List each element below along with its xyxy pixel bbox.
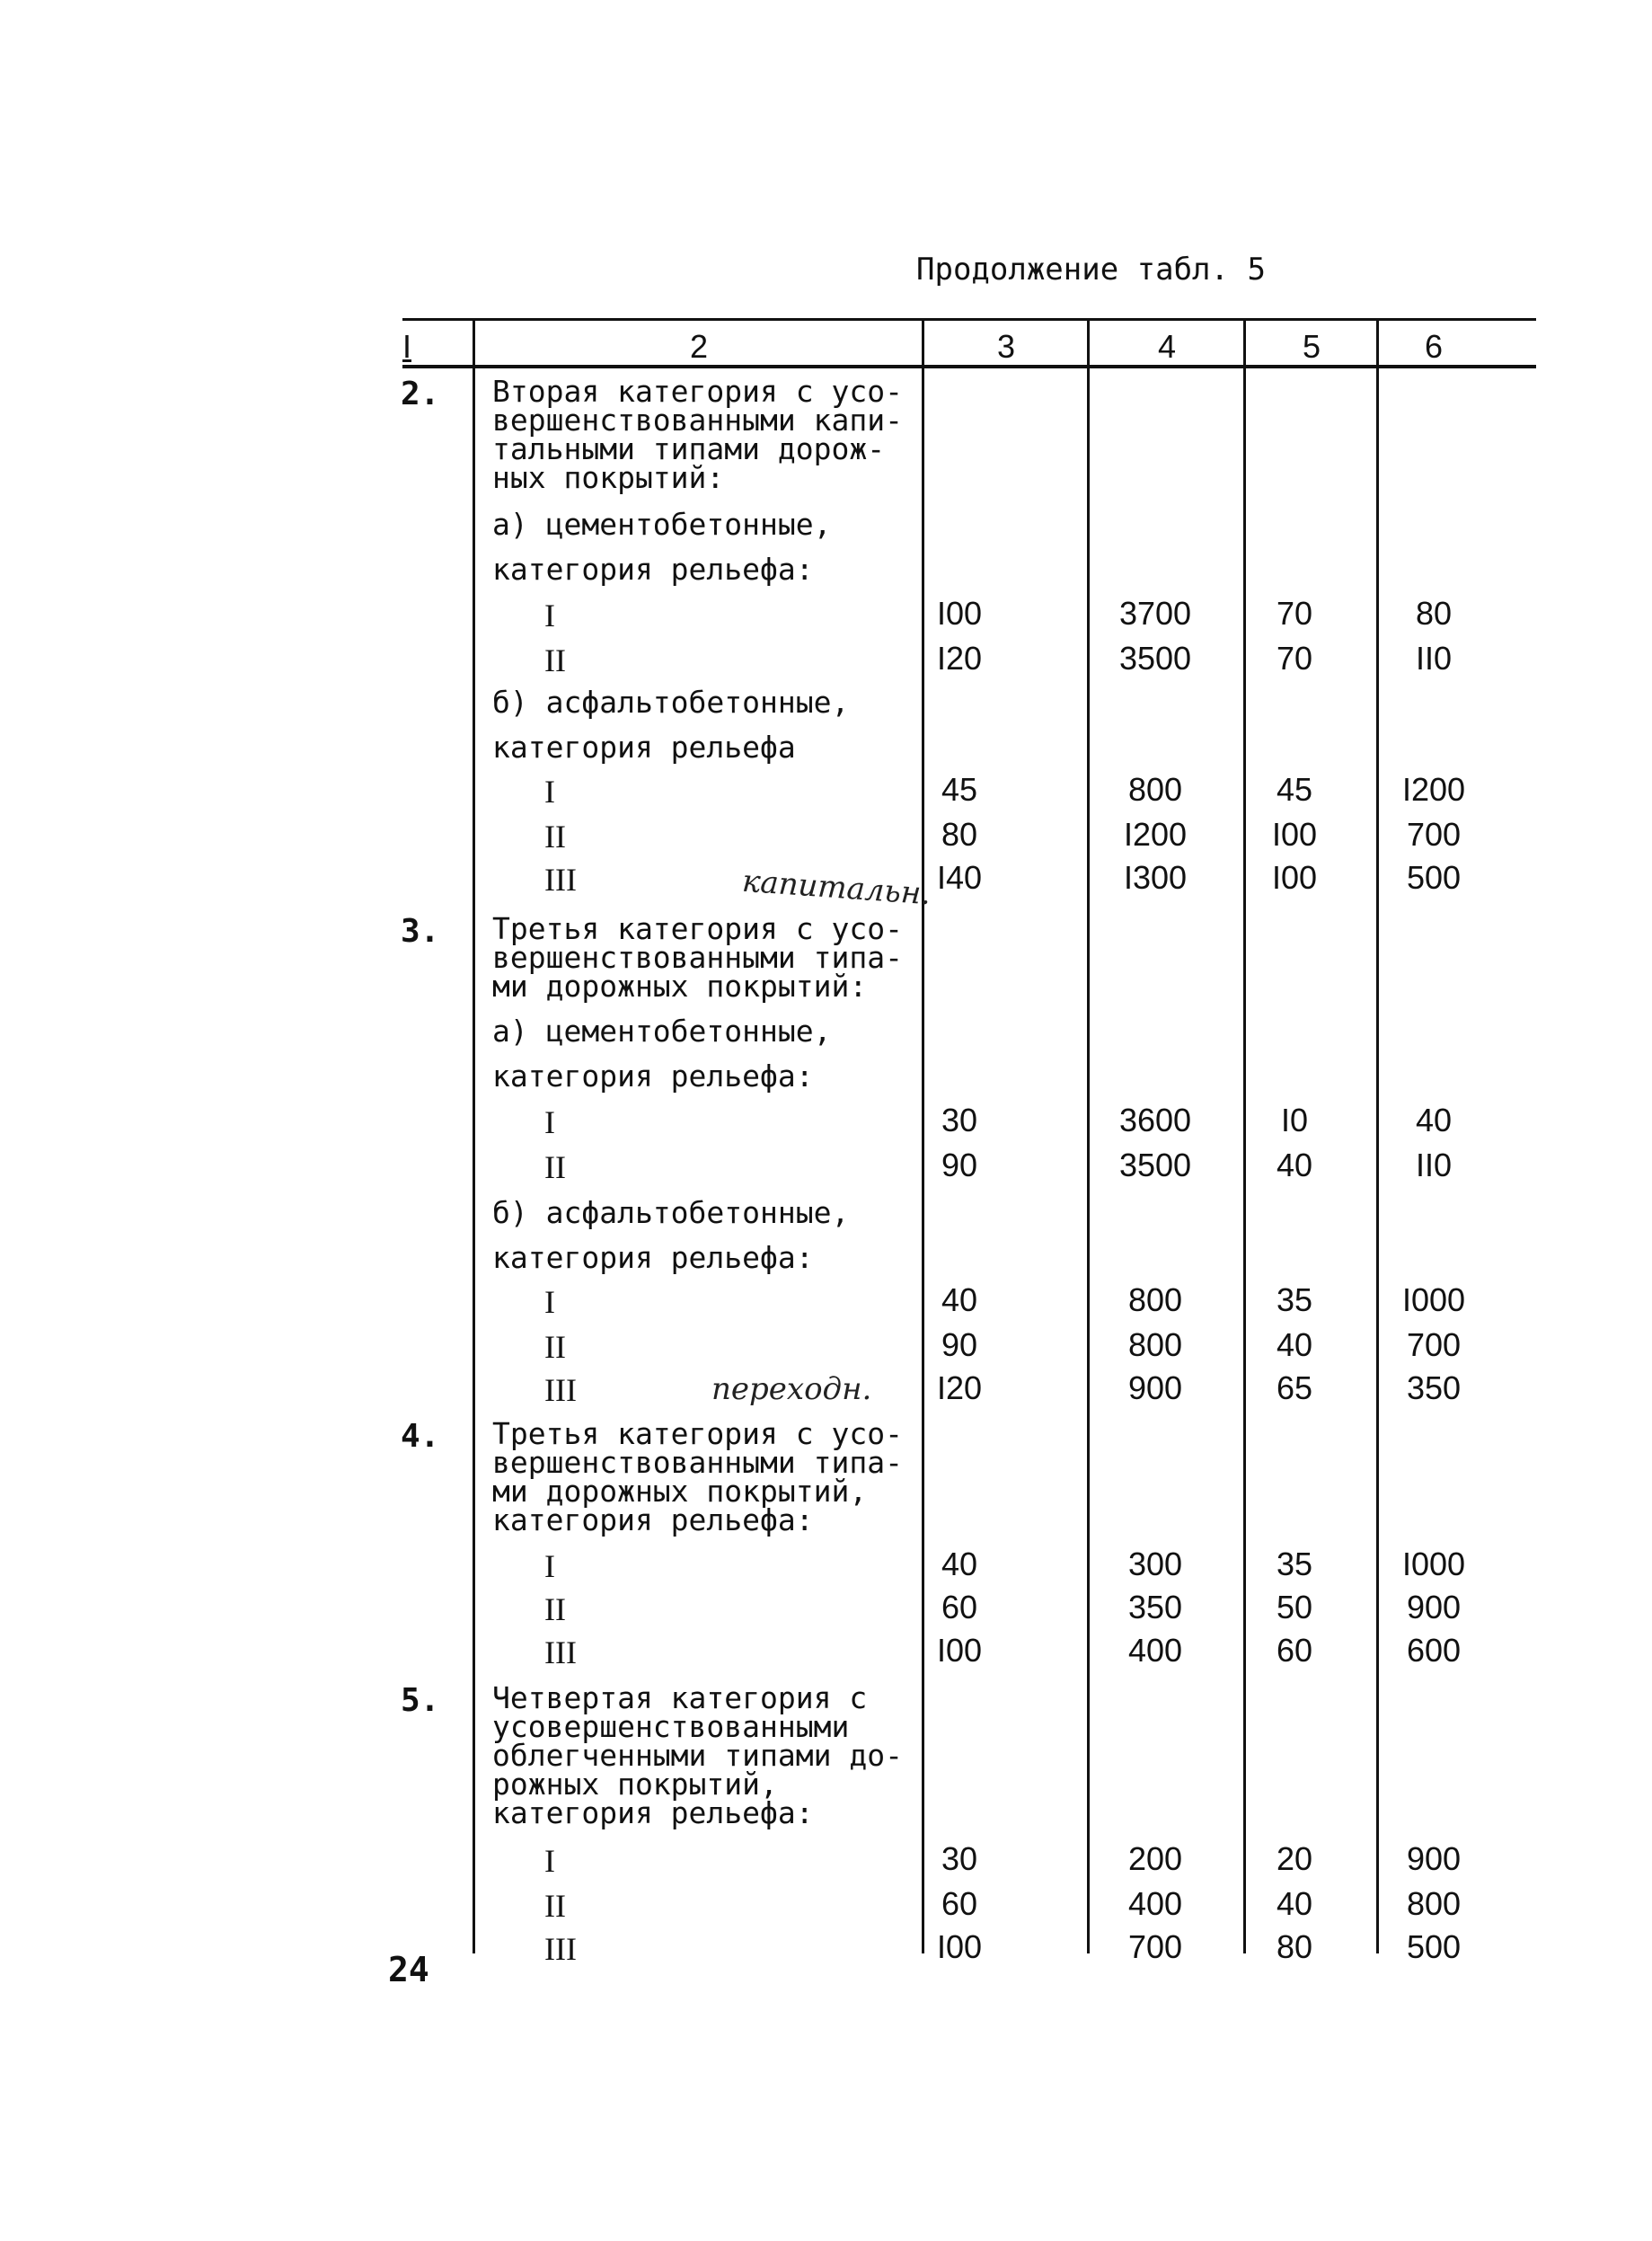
cell-col5: I00	[1271, 859, 1318, 896]
cell-col3: 45	[941, 771, 978, 808]
cell-col6: II0	[1415, 1147, 1453, 1183]
cell-col4: 3600	[1118, 1102, 1192, 1138]
col-rule-5	[1376, 320, 1379, 1953]
cell-col3: 90	[941, 1147, 978, 1183]
cell-col3: 80	[941, 816, 978, 853]
relief-category: III	[544, 1372, 577, 1408]
table-caption: Продолжение табл. 5	[916, 252, 1266, 288]
cell-col4: 300	[1127, 1546, 1183, 1582]
cell-col3: 60	[941, 1589, 978, 1625]
cell-col3: I00	[936, 595, 983, 632]
cell-col5: 35	[1276, 1281, 1313, 1318]
relief-category: II	[544, 819, 566, 855]
subsection-label: а) цементобетонные,	[492, 507, 832, 542]
cell-col6: 500	[1406, 1928, 1462, 1965]
cell-col6: I000	[1401, 1546, 1466, 1582]
col-rule-1	[473, 320, 475, 1953]
relief-category: II	[544, 1591, 566, 1627]
cell-col5: 40	[1276, 1885, 1313, 1922]
relief-category: I	[544, 1284, 555, 1320]
cell-col6: 600	[1406, 1632, 1462, 1669]
cell-col6: 700	[1406, 1326, 1462, 1363]
cell-col5: 40	[1276, 1147, 1313, 1183]
section-title-line: категория рельефа:	[492, 1795, 814, 1830]
cell-col4: 900	[1127, 1369, 1183, 1406]
relief-category: II	[544, 1329, 566, 1365]
section-title-line: рожных покрытий,	[492, 1767, 778, 1802]
cell-col5: 65	[1276, 1369, 1313, 1406]
cell-col3: 90	[941, 1326, 978, 1363]
cell-col3: I00	[936, 1928, 983, 1965]
cell-col6: 500	[1406, 859, 1462, 896]
cell-col4: 350	[1127, 1589, 1183, 1625]
section-title-line: вершенствованными типа-	[492, 1445, 903, 1480]
section-title-line: ми дорожных покрытий:	[492, 969, 868, 1004]
page-number: 24	[388, 1950, 429, 1989]
section-number: 3.	[401, 913, 440, 950]
cell-col4: 700	[1127, 1928, 1183, 1965]
cell-col5: 40	[1276, 1326, 1313, 1363]
relief-category: III	[544, 862, 577, 898]
cell-col4: 3500	[1118, 640, 1192, 677]
col-rule-4	[1243, 320, 1246, 1953]
section-title-line: Четвертая категория с	[492, 1680, 868, 1715]
cell-col5: 70	[1276, 595, 1313, 632]
relief-category: III	[544, 1931, 577, 1967]
cell-col5: 45	[1276, 771, 1313, 808]
cell-col6: II0	[1415, 640, 1453, 677]
cell-col5: I0	[1280, 1102, 1309, 1138]
relief-category: III	[544, 1634, 577, 1670]
relief-label: категория рельефа:	[492, 1240, 814, 1275]
col-rule-3	[1087, 320, 1090, 1953]
header-col-6: 6	[1424, 328, 1444, 365]
section-title-line: ных покрытий:	[492, 460, 725, 495]
cell-col5: 20	[1276, 1840, 1313, 1877]
cell-col5: 60	[1276, 1632, 1313, 1669]
cell-col3: 30	[941, 1102, 978, 1138]
cell-col4: 3700	[1118, 595, 1192, 632]
cell-col5: I00	[1271, 816, 1318, 853]
cell-col5: 70	[1276, 640, 1313, 677]
relief-category: I	[544, 1843, 555, 1879]
cell-col3: 60	[941, 1885, 978, 1922]
section-title-line: Вторая категория с усо-	[492, 374, 903, 409]
section-number: 5.	[401, 1682, 440, 1719]
cell-col6: 80	[1415, 595, 1453, 632]
relief-label: категория рельефа:	[492, 1058, 814, 1094]
cell-col3: I40	[936, 859, 983, 896]
section-title-line: Третья категория с усо-	[492, 911, 903, 946]
relief-category: II	[544, 1149, 566, 1185]
cell-col4: I300	[1123, 859, 1188, 896]
relief-category: I	[544, 1548, 555, 1584]
cell-col6: 800	[1406, 1885, 1462, 1922]
cell-col6: 700	[1406, 816, 1462, 853]
header-col-2: 2	[689, 328, 709, 365]
relief-label: категория рельефа:	[492, 552, 814, 587]
cell-col4: I200	[1123, 816, 1188, 853]
cell-col3: I20	[936, 1369, 983, 1406]
table-top-rule	[402, 318, 1536, 321]
section-title-line: категория рельефа:	[492, 1502, 814, 1537]
cell-col6: 350	[1406, 1369, 1462, 1406]
header-col-1: I	[402, 328, 412, 365]
relief-label: категория рельефа	[492, 730, 796, 765]
cell-col4: 200	[1127, 1840, 1183, 1877]
cell-col4: 400	[1127, 1632, 1183, 1669]
header-col-4: 4	[1157, 328, 1177, 365]
cell-col6: I200	[1401, 771, 1466, 808]
cell-col3: 40	[941, 1546, 978, 1582]
header-col-5: 5	[1302, 328, 1321, 365]
relief-category: II	[544, 1888, 566, 1924]
cell-col5: 80	[1276, 1928, 1313, 1965]
cell-col5: 35	[1276, 1546, 1313, 1582]
relief-category: II	[544, 642, 566, 678]
section-title-line: вершенствованными капи-	[492, 403, 903, 438]
cell-col4: 800	[1127, 771, 1183, 808]
cell-col6: I000	[1401, 1281, 1466, 1318]
header-col-3: 3	[996, 328, 1016, 365]
relief-category: I	[544, 774, 555, 810]
cell-col6: 900	[1406, 1840, 1462, 1877]
section-number: 4.	[401, 1418, 440, 1455]
col-rule-2	[922, 320, 924, 1953]
cell-col6: 40	[1415, 1102, 1453, 1138]
subsection-label: б) асфальтобетонные,	[492, 1195, 850, 1230]
cell-col3: I00	[936, 1632, 983, 1669]
cell-col5: 50	[1276, 1589, 1313, 1625]
cell-col6: 900	[1406, 1589, 1462, 1625]
cell-col3: I20	[936, 640, 983, 677]
cell-col3: 30	[941, 1840, 978, 1877]
relief-category: I	[544, 1104, 555, 1140]
section-title-line: облегченными типами до-	[492, 1738, 903, 1773]
cell-col4: 400	[1127, 1885, 1183, 1922]
section-title-line: Третья категория с усо-	[492, 1416, 903, 1451]
cell-col4: 800	[1127, 1326, 1183, 1363]
subsection-label: б) асфальтобетонные,	[492, 685, 850, 720]
section-number: 2.	[401, 376, 440, 412]
handwritten-note: капитальн.	[740, 863, 932, 913]
subsection-label: а) цементобетонные,	[492, 1014, 832, 1049]
header-bottom-rule	[402, 365, 1536, 368]
relief-category: I	[544, 598, 555, 633]
section-title-line: вершенствованными типа-	[492, 940, 903, 975]
section-title-line: тальными типами дорож-	[492, 431, 886, 466]
handwritten-note: переходн.	[711, 1371, 872, 1407]
section-title-line: усовершенствованными	[492, 1709, 850, 1744]
cell-col4: 800	[1127, 1281, 1183, 1318]
cell-col3: 40	[941, 1281, 978, 1318]
cell-col4: 3500	[1118, 1147, 1192, 1183]
section-title-line: ми дорожных покрытий,	[492, 1474, 868, 1509]
